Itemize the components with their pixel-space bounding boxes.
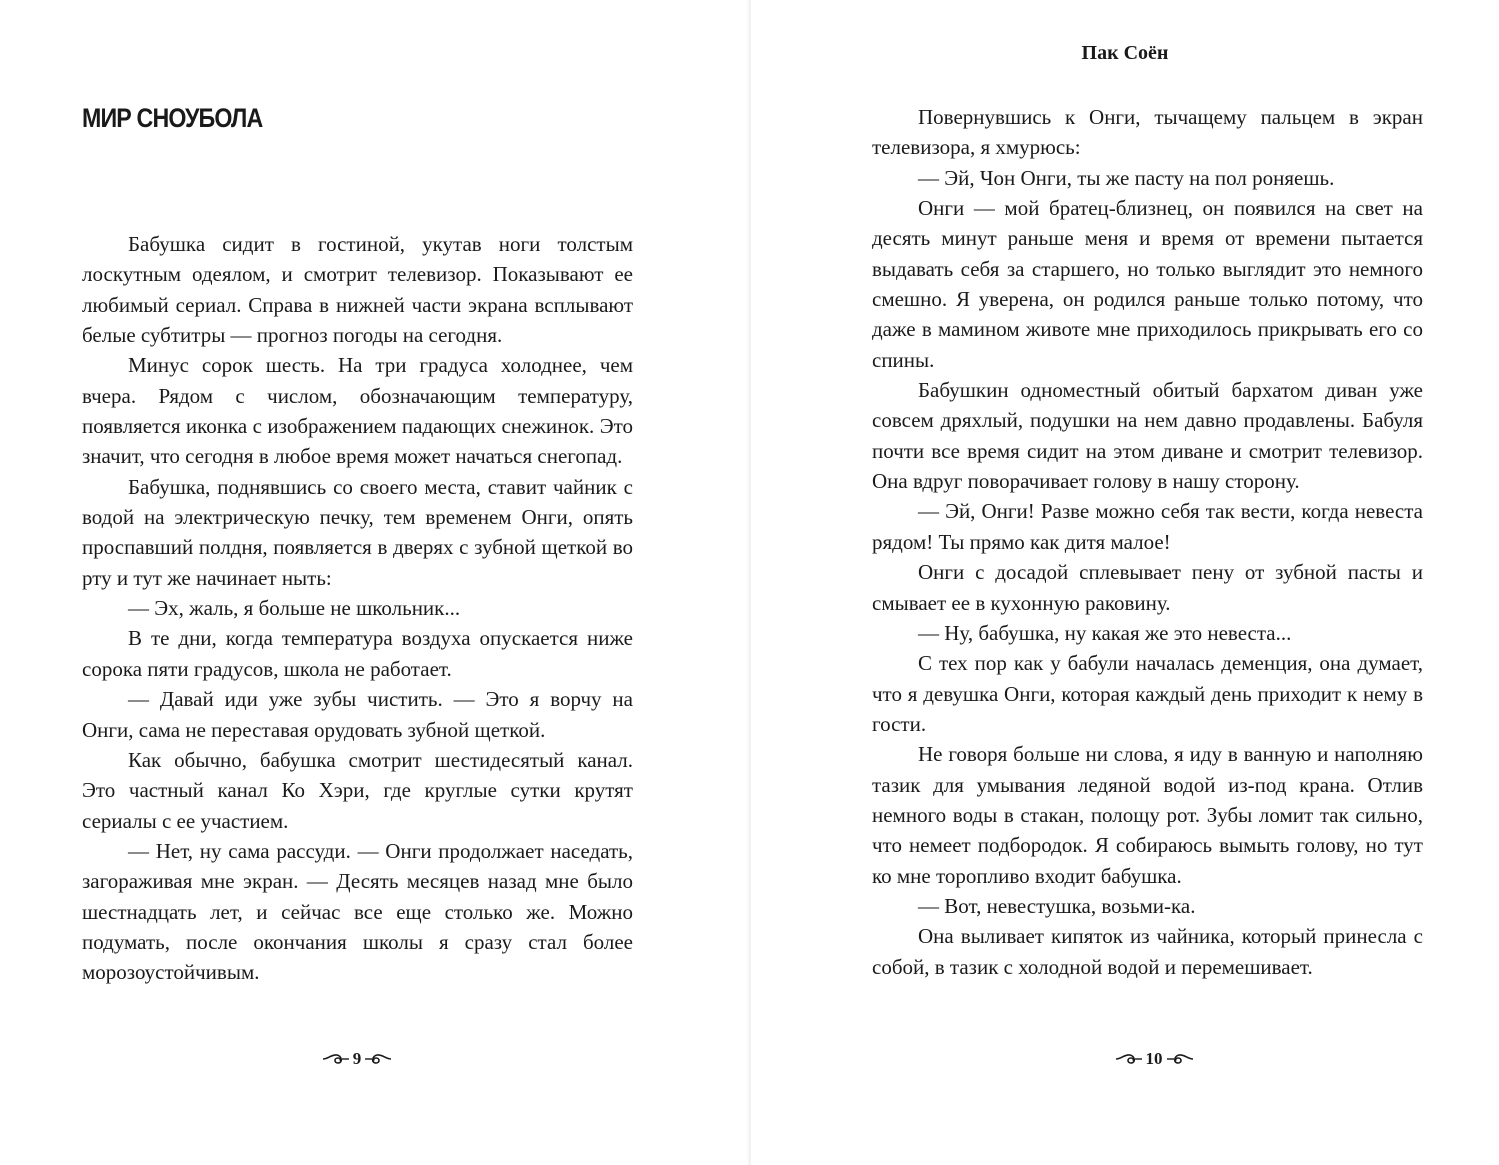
paragraph: — Эх, жаль, я больше не школьник... <box>128 596 461 621</box>
left-page-text <box>82 229 633 988</box>
paragraph: В те дни, когда температура воздуха опускается ниже сорока пяти градусов, школа не работает. <box>82 626 633 681</box>
paragraph: Бабушка сидит в гостиной, укутав ноги толстым лоскутным одеялом, и смотрит телевизор. Показывают ее любимый сериал. Справа в нижней части экрана всплывают белые субтитры — прогноз погоды на сегодня. <box>82 232 633 348</box>
page-number-left <box>0 1049 714 1069</box>
paragraph: — Нет, ну сама рассуди. — Онги продолжает наседать, загораживая мне экран. — Десять месяцев назад мне было шестнадцать лет, и сейчас все еще столько же. Можно подумать, после окончания школы я сразу стал более морозоустойчивым. <box>82 838 633 985</box>
paragraph: Как обычно, бабушка смотрит шестидесятый канал. Это частный канал Ко Хэри, где круглые сутки крутят сериалы с ее участием. <box>82 747 633 833</box>
paragraph: — Эй, Онги! Разве можно себя так вести, когда невеста рядом! Ты прямо как дитя малое! <box>872 499 1423 554</box>
paragraph: — Вот, невестушка, возьми-ка. <box>918 893 1196 918</box>
paragraph: — Давай иди уже зубы чистить. — Это я ворчу на Онги, сама не переставая орудовать зубной щеткой. <box>82 687 633 742</box>
chapter-title: МИР СНОУБОЛА <box>82 103 263 133</box>
swirl-right-icon <box>364 1052 392 1066</box>
page-number: 9 <box>352 1049 362 1068</box>
page-number: 10 <box>1145 1049 1163 1068</box>
page-number-right <box>751 1049 1499 1069</box>
paragraph: Она выливает кипяток из чайника, который принесла с собой, в тазик с холодной водой и перемешивает. <box>872 924 1423 979</box>
paragraph: Онги с досадой сплевывает пену от зубной пасты и смывает ее в кухонную раковину. <box>872 560 1423 615</box>
right-page <box>751 0 1499 1165</box>
paragraph: С тех пор как у бабули началась деменция, она думает, что я девушка Онги, которая каждый день приходит к нему в гости. <box>872 651 1423 736</box>
paragraph: Онги — мой братец-близнец, он появился на свет на десять минут раньше меня и время от времени пытается выдавать себя за старшего, но только выглядит это немного смешно. Я уверена, он родился раньше только потому, что даже в мамином животе мне приходилось прикрывать его со спины. <box>872 196 1423 372</box>
paragraph: Бабушка, поднявшись со своего места, ставит чайник с водой на электрическую печку, тем временем Онги, опять проспавший полдня, появляется в дверях с зубной щеткой во рту и тут же начинает ныть: <box>82 474 633 590</box>
swirl-left-icon <box>322 1052 350 1066</box>
swirl-left-icon <box>1115 1052 1143 1066</box>
right-page-text <box>872 102 1423 982</box>
paragraph: Бабушкин одноместный обитый бархатом диван уже совсем дряхлый, подушки на нем давно продавлены. Бабуля почти все время сидит на этом диване и смотрит телевизор. Она вдруг поворачивает голову в нашу сторону. <box>872 378 1423 494</box>
paragraph: Не говоря больше ни слова, я иду в ванную и наполняю тазик для умывания ледяной водой из-под крана. Отлив немного воды в стакан, полощу рот. Зубы ломит так сильно, что немеет подбородок. Я собираюсь вымыть голову, но тут ко мне торопливо входит бабушка. <box>872 742 1423 888</box>
paragraph: — Эй, Чон Онги, ты же пасту на пол роняешь. <box>918 165 1335 190</box>
paragraph: Повернувшись к Онги, тычащему пальцем в экран телевизора, я хмурюсь: <box>872 105 1423 160</box>
running-head-author: Пак Соён <box>1081 42 1169 64</box>
paragraph: Минус сорок шесть. На три градуса холоднее, чем вчера. Рядом с числом, обозначающим температуру, появляется иконка с изображением падающих снежинок. Это значит, что сегодня в любое время может начаться снегопад. <box>82 353 633 469</box>
swirl-right-icon <box>1166 1052 1194 1066</box>
left-page <box>0 0 749 1165</box>
paragraph: — Ну, бабушка, ну какая же это невеста... <box>918 620 1292 645</box>
